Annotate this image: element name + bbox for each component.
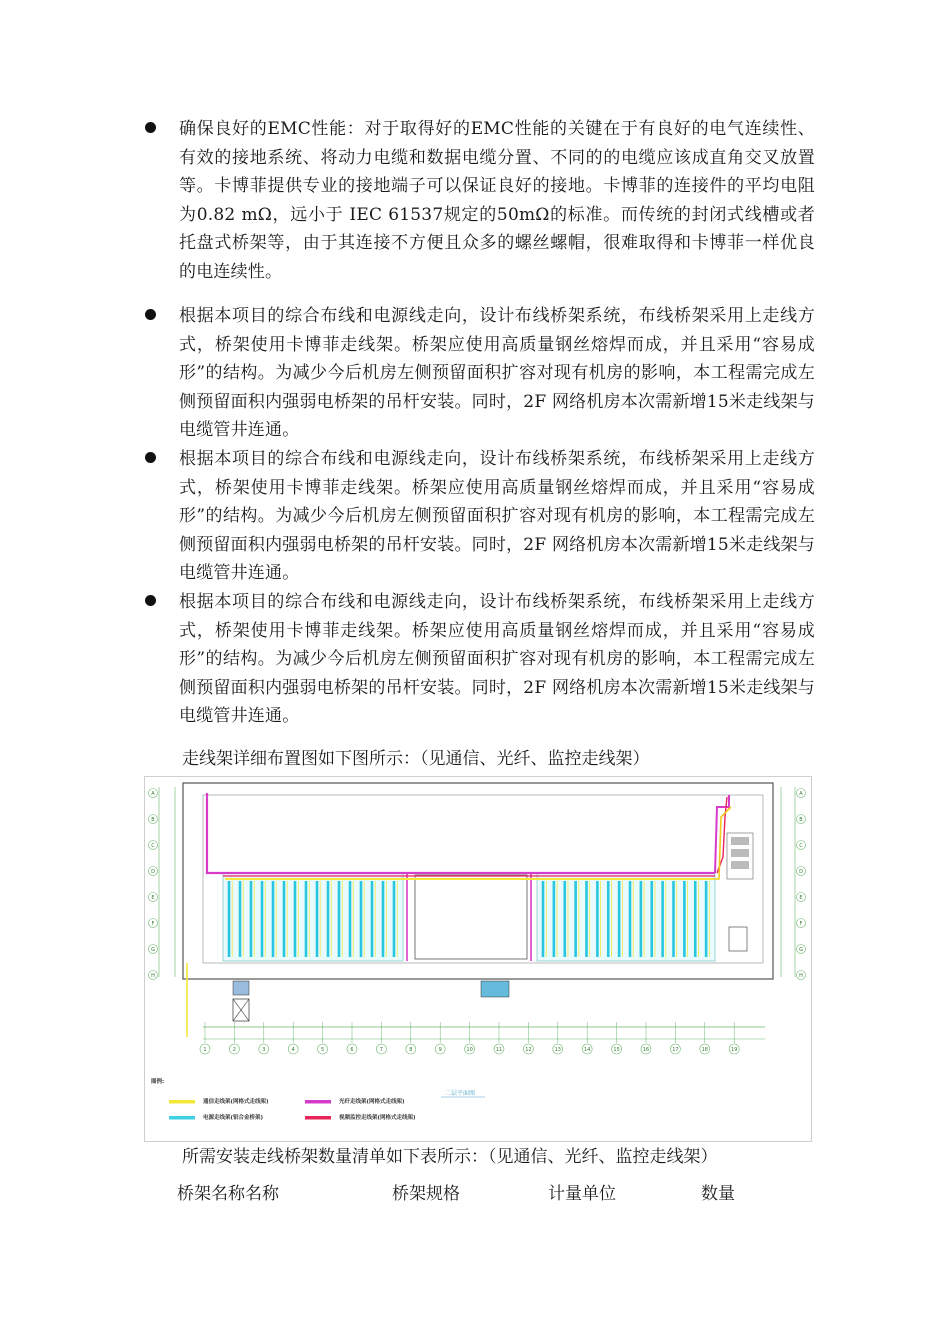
row-axis-label: D bbox=[799, 869, 803, 875]
legend-label: 视频监控走线架(网格式走线架) bbox=[339, 1115, 416, 1121]
bullet-dot-icon bbox=[145, 595, 156, 606]
column-axis-label: 4 bbox=[291, 1047, 295, 1053]
bullet-item-tray-1 bbox=[145, 302, 815, 445]
column-axis-label: 16 bbox=[642, 1047, 650, 1053]
bullet-item-tray-3 bbox=[145, 588, 815, 731]
bullet-text: 根据本项目的综合布线和电源线走向，设计布线桥架系统，布线桥架采用上走线方式，桥架使用卡博菲走线架。桥架应使用高质量钢丝熔焊而成，并且采用“容易成形”的结构。为减少今后机房左侧预留面积扩容对现有机房的影响，本工程需完成左侧预留面积内强弱电桥架的吊杆安装。同时，2F 网络机房本次需新增15米走线架与电缆管井连通。 bbox=[179, 449, 815, 584]
row-axis-label: G bbox=[151, 947, 155, 953]
floor-plan-figure bbox=[144, 776, 812, 1142]
row-axis-label: F bbox=[799, 921, 803, 927]
column-axis-label: 1 bbox=[203, 1047, 207, 1053]
central-room bbox=[415, 875, 527, 959]
bullet-dot-icon bbox=[145, 309, 156, 320]
row-axis-label: H bbox=[151, 973, 155, 979]
legend-swatch bbox=[305, 1100, 331, 1104]
stair-center bbox=[481, 981, 509, 997]
legend-label: 通信走线架(网格式走线架) bbox=[203, 1099, 269, 1105]
column-axis-label: 8 bbox=[409, 1047, 413, 1053]
row-axis-label: E bbox=[799, 895, 803, 901]
column-axis-label: 15 bbox=[613, 1047, 620, 1053]
bullet-text: 根据本项目的综合布线和电源线走向，设计布线桥架系统，布线桥架采用上走线方式，桥架使用卡博菲走线架。桥架应使用高质量钢丝熔焊而成，并且采用“容易成形”的结构。为减少今后机房左侧预留面积扩容对现有机房的影响，本工程需完成左侧预留面积内强弱电桥架的吊杆安装。同时，2F 网络机房本次需新增15米走线架与电缆管井连通。 bbox=[179, 306, 815, 441]
table-caption: 所需安装走线桥架数量清单如下表所示：（见通信、光纤、监控走线架） bbox=[182, 1147, 718, 1167]
bullet-item-tray-2 bbox=[145, 445, 815, 588]
optical-tray-left bbox=[207, 793, 223, 873]
row-axis-label: G bbox=[799, 947, 803, 953]
floor-plan-drawing bbox=[145, 777, 811, 1141]
bullet-text: 确保良好的EMC性能：对于取得好的EMC性能的关键在于有良好的电气连续性、有效的接地系统、将动力电缆和数据电缆分置、不同的的电缆应该成直角交叉放置等。卡博菲提供专业的接地端子可以保证良好的接地。卡博菲的连接件的平均电阻为0.82 mΩ，远小于 IEC 61537规定的50mΩ的标准。而传统的封闭式线槽或者托盘式桥架等，由于其连接不方便且众多的螺丝螺帽，很难取得和卡博菲一样优良的电连续性。 bbox=[179, 119, 815, 282]
column-axis-label: 9 bbox=[438, 1047, 442, 1053]
row-axis-label: C bbox=[799, 843, 803, 849]
table-header-spec: 桥架规格 bbox=[392, 1184, 460, 1204]
row-axis-label: B bbox=[799, 817, 803, 823]
table-header-qty: 数量 bbox=[701, 1184, 735, 1204]
legend-label: 电源走线架(铝合金桥架) bbox=[203, 1115, 264, 1121]
row-axis-label: B bbox=[151, 817, 155, 823]
bullet-text: 根据本项目的综合布线和电源线走向，设计布线桥架系统，布线桥架采用上走线方式，桥架使用卡博菲走线架。桥架应使用高质量钢丝熔焊而成，并且采用“容易成形”的结构。为减少今后机房左侧预留面积扩容对现有机房的影响，本工程需完成左侧预留面积内强弱电桥架的吊杆安装。同时，2F 网络机房本次需新增15米走线架与电缆管井连通。 bbox=[179, 592, 815, 727]
bullet-dot-icon bbox=[145, 122, 156, 133]
legend-label: 光纤走线架(网格式走线架) bbox=[339, 1099, 405, 1105]
column-axis-label: 11 bbox=[495, 1047, 503, 1053]
legend-title: 图例: bbox=[151, 1079, 165, 1085]
table-header-name: 桥架名称名称 bbox=[177, 1184, 279, 1204]
column-axis-label: 13 bbox=[554, 1047, 561, 1053]
row-axis-label: F bbox=[151, 921, 155, 927]
row-axis-label: A bbox=[799, 791, 803, 797]
column-axis-label: 2 bbox=[232, 1047, 236, 1053]
bullet-item-emc bbox=[145, 115, 815, 287]
bullet-dot-icon bbox=[145, 452, 156, 463]
row-axis-label: D bbox=[151, 869, 155, 875]
row-axis-label: E bbox=[151, 895, 155, 901]
column-axis-label: 3 bbox=[262, 1047, 266, 1053]
column-axis-label: 19 bbox=[731, 1047, 738, 1053]
column-axis-label: 18 bbox=[701, 1047, 708, 1053]
column-axis-label: 7 bbox=[379, 1047, 383, 1053]
row-axis-label: C bbox=[151, 843, 155, 849]
row-axis-label: A bbox=[151, 791, 155, 797]
column-axis-label: 5 bbox=[321, 1047, 325, 1053]
floor-plan-label: 二层平面图 bbox=[445, 1090, 476, 1097]
table-header-unit: 计量单位 bbox=[548, 1184, 616, 1204]
legend-swatch bbox=[169, 1116, 195, 1120]
column-axis-label: 6 bbox=[350, 1047, 354, 1053]
column-axis-label: 14 bbox=[584, 1047, 591, 1053]
column-axis-label: 12 bbox=[525, 1047, 532, 1053]
column-axis-label: 10 bbox=[466, 1047, 473, 1053]
legend-swatch bbox=[305, 1116, 331, 1120]
legend bbox=[169, 1097, 416, 1121]
row-axis-label: H bbox=[799, 973, 803, 979]
stair-right bbox=[729, 927, 747, 951]
column-axis-label: 17 bbox=[672, 1047, 679, 1053]
figure-caption: 走线架详细布置图如下图所示：（见通信、光纤、监控走线架） bbox=[182, 749, 650, 769]
legend-swatch bbox=[169, 1100, 195, 1104]
